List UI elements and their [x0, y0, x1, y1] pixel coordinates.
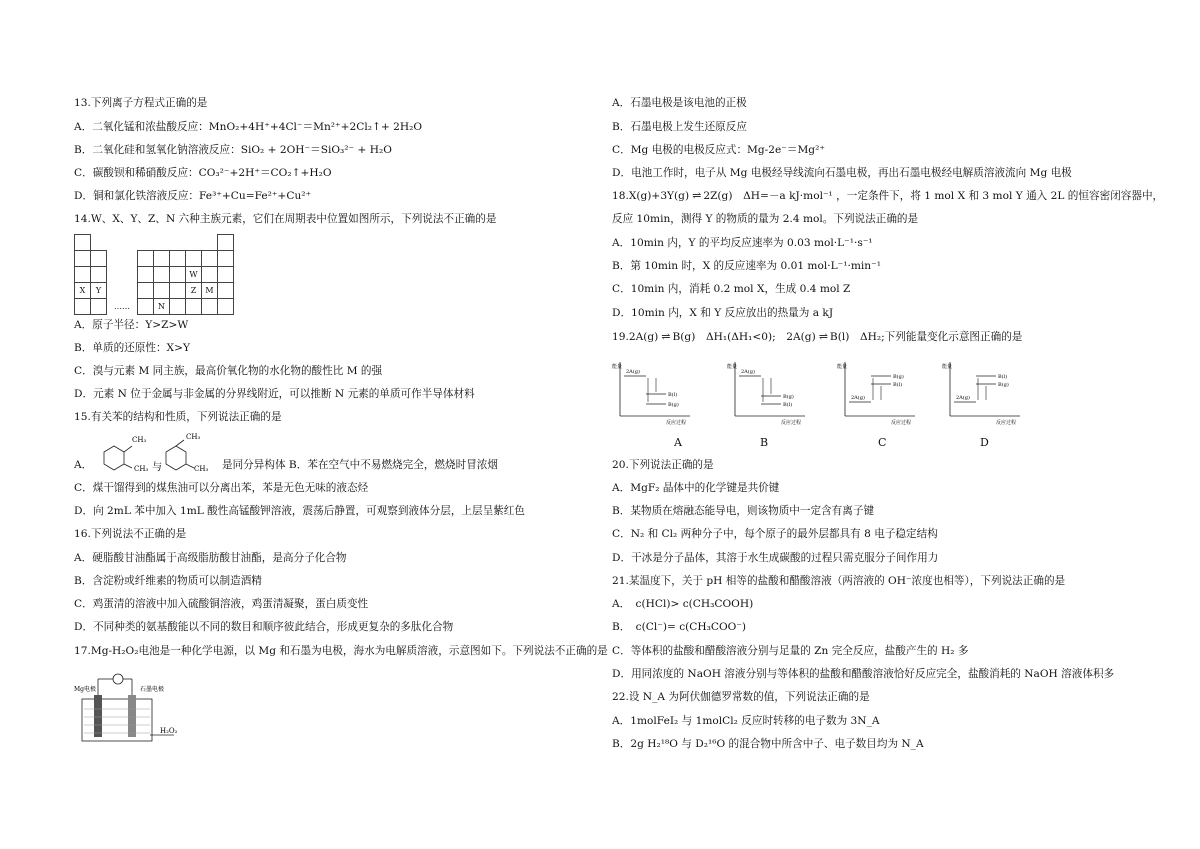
q20-option-d: D．干冰是分子晶体，其溶于水生成碳酸的过程只需克服分子间作用力 [612, 552, 939, 564]
mg-electrode [94, 695, 102, 737]
graphite-electrode-label: 石墨电极 [140, 686, 165, 693]
q14-option-b: B．单质的还原性：X>Y [74, 342, 190, 354]
diagram-label-a: A [674, 436, 682, 449]
equilibrium-arrow-icon: ⇌ [692, 189, 701, 202]
q18-option-a: A．10min 内，Y 的平均反应速率为 0.03 mol·L⁻¹·s⁻¹ [612, 237, 873, 249]
element-n: N [154, 299, 170, 315]
level-label: 2A(g) [956, 395, 970, 401]
q17-option-d: D．电池工作时，电子从 Mg 电极经导线流向石墨电极，再出石墨电极经电解质溶液流向 Mg 电极 [612, 167, 1072, 179]
x-axis-label: 反应过程 [666, 420, 687, 426]
level-label: B(l) [668, 392, 678, 398]
diagram-label-c: C [878, 436, 887, 449]
element-m: M [202, 283, 218, 299]
q17-stem: 17.Mg-H₂O₂电池是一种化学电源，以 Mg 和石墨为电极，海水为电解质溶液，示意图如下。下列说法不正确的是 [74, 645, 608, 657]
q14-stem: 14.W、X、Y、Z、N 六种主族元素，它们在周期表中位置如图所示，下列说法不正确的是 [74, 213, 497, 225]
energy-diagram-b [727, 358, 807, 428]
y-axis-label: 能量 [837, 364, 848, 370]
q15-option-a-prefix: A． [74, 459, 93, 471]
element-w: W [186, 267, 202, 283]
bulb-icon [113, 674, 123, 684]
level-label: 2A(g) [741, 369, 755, 375]
q16-option-c: C．鸡蛋清的溶液中加入硫酸铜溶液，鸡蛋清凝聚，蛋白质变性 [74, 598, 369, 610]
q19-part3: B(l) ΔH₂;下列能量变化示意图正确的是 [829, 331, 1023, 343]
level-label: B(g) [998, 382, 1009, 388]
q20-stem: 20.下列说法正确的是 [612, 459, 714, 471]
x-axis-label: 反应过程 [781, 420, 802, 426]
q17-option-c: C．Mg 电极的电极反应式：Mg-2e⁻＝Mg²⁺ [612, 144, 825, 156]
q14-option-a: A．原子半径：Y>Z>W [74, 319, 189, 331]
ch3-label: CH₃ [186, 433, 201, 441]
q22-option-b: B．2g H₂¹⁸O 与 D₂¹⁶O 的混合物中所含中子、电子数目均为 N_A [612, 738, 924, 750]
q15-option-d: D．向 2mL 苯中加入 1mL 酸性高锰酸钾溶液，震荡后静置，可观察到液体分层，上层呈紫红色 [74, 505, 525, 517]
q15-option-c: C．煤干馏得到的煤焦油可以分离出苯，苯是无色无味的液态烃 [74, 482, 369, 494]
o-xylene-structure-2 [166, 440, 194, 470]
q14-option-c: C．溴与元素 M 同主族，最高价氧化物的水化物的酸性比 M 的强 [74, 365, 383, 377]
q18-option-d: D．10min 内，X 和 Y 反应放出的热量为 a kJ [612, 307, 834, 319]
level-label: B(l) [998, 374, 1008, 380]
q18-stem-line2: 反应 10min，测得 Y 的物质的量为 2.4 mol。下列说法正确的是 [612, 213, 919, 225]
graphite-electrode [128, 695, 136, 737]
periodic-table-figure [74, 234, 234, 315]
q16-option-a: A．硬脂酸甘油酯属于高级脂肪酸甘油酯，是高分子化合物 [74, 552, 347, 564]
q19-part2: B(g) ΔH₁(ΔH₁<0); 2A(g) [672, 331, 816, 343]
level-label: B(g) [893, 374, 904, 380]
q22-option-a: A．1molFeI₂ 与 1molCl₂ 反应时转移的电子数为 3N_A [612, 715, 880, 727]
q20-option-c: C．N₂ 和 Cl₂ 两种分子中，每个原子的最外层都具有 8 电子稳定结构 [612, 528, 938, 540]
q18-option-c: C．10min 内，消耗 0.2 mol X，生成 0.4 mol Z [612, 283, 851, 295]
equilibrium-arrow-icon: ⇌ [661, 330, 670, 343]
beaker [82, 699, 152, 741]
and-text: 与 [152, 462, 162, 473]
o-xylene-structure [104, 446, 132, 470]
element-y: Y [91, 283, 107, 299]
q16-stem: 16.下列说法不正确的是 [74, 528, 187, 540]
level-label: B(g) [783, 394, 794, 400]
q18-stem [612, 189, 1163, 203]
q15-option-a-text: 是同分异构体 B．苯在空气中不易燃烧完全，燃烧时冒浓烟 [222, 459, 498, 471]
ch3-label: CH₃ [132, 436, 147, 444]
battery-figure [74, 673, 214, 748]
q18-stem-part1: 18.X(g)+3Y(g) [612, 190, 690, 202]
element-x: X [75, 283, 91, 299]
ch3-label: CH₃ [134, 465, 149, 473]
mg-electrode-label: Mg电极 [74, 686, 96, 693]
level-label: B(l) [783, 402, 793, 408]
q18-stem-part2: 2Z(g) ΔH=－a kJ·mol⁻¹ ，一定条件下，将 1 mol X 和 3 mol Y 通入 2L 的恒容密闭容器中， [703, 190, 1164, 202]
q20-option-a: A．MgF₂ 晶体中的化学键是共价键 [612, 482, 780, 494]
x-axis-label: 反应过程 [996, 420, 1017, 426]
ch3-label: CH₃ [194, 465, 209, 473]
q19-part1: 19.2A(g) [612, 331, 659, 343]
h2o2-label: H₂O₂ [160, 727, 178, 735]
q21-option-a: A． c(HCl)> c(CH₃COOH) [612, 598, 754, 610]
q16-option-b: B．含淀粉或纤维素的物质可以制造酒精 [74, 575, 262, 587]
energy-diagram-a [612, 358, 692, 428]
q20-option-b: B．某物质在熔融态能导电，则该物质中一定含有离子键 [612, 505, 875, 517]
q13-option-d: D．铜和氯化铁溶液反应：Fe³⁺+Cu=Fe²⁺+Cu²⁺ [74, 190, 312, 202]
x-axis-label: 反应过程 [891, 420, 912, 426]
y-axis-label: 能量 [612, 364, 623, 370]
energy-diagram-d [942, 358, 1022, 428]
diagram-label-d: D [980, 436, 989, 449]
q13-option-a: A．二氧化锰和浓盐酸反应：MnO₂+4H⁺+4Cl⁻＝Mn²⁺+2Cl₂↑+ 2H₂O [74, 121, 423, 133]
q13-option-c: C．碳酸钡和稀硝酸反应：CO₃²⁻+2H⁺＝CO₂↑+H₂O [74, 167, 332, 179]
q16-option-d: D．不同种类的氨基酸能以不同的数目和顺序彼此结合，形成更复杂的多肽化合物 [74, 621, 454, 633]
q22-stem: 22.设 N_A 为阿伏伽德罗常数的值，下列说法正确的是 [612, 691, 870, 703]
q19-stem [612, 330, 1022, 344]
q13-stem: 13.下列离子方程式正确的是 [74, 97, 208, 109]
y-axis-label: 能量 [942, 364, 953, 370]
q21-option-b: B． c(Cl⁻)= c(CH₃COO⁻) [612, 621, 747, 633]
y-axis-label: 能量 [727, 364, 738, 370]
level-label: 2A(g) [626, 369, 640, 375]
q13-option-b: B．二氧化硅和氢氧化钠溶液反应：SiO₂ + 2OH⁻＝SiO₃²⁻ + H₂O [74, 144, 392, 156]
q17-option-a: A．石墨电极是该电池的正极 [612, 97, 747, 109]
q21-option-d: D．用同浓度的 NaOH 溶液分别与等体积的盐酸和醋酸溶液恰好反应完全，盐酸消耗的 NaOH 溶液体积多 [612, 668, 1115, 680]
q17-option-b: B．石墨电极上发生还原反应 [612, 121, 747, 133]
q21-option-c: C．等体积的盐酸和醋酸溶液分别与足量的 Zn 完全反应，盐酸产生的 H₂ 多 [612, 645, 969, 657]
level-label: 2A(g) [851, 395, 865, 401]
q21-stem: 21.某温度下，关于 pH 相等的盐酸和醋酸溶液（两溶液的 OH⁻浓度也相等），下列说法正确的是 [612, 575, 1066, 587]
q18-option-b: B．第 10min 时，X 的反应速率为 0.01 mol·L⁻¹·min⁻¹ [612, 260, 881, 272]
element-z: Z [186, 283, 202, 299]
table-ellipsis: …… [114, 302, 130, 311]
q15-stem: 15.有关苯的结构和性质，下列说法正确的是 [74, 411, 282, 423]
level-label: B(g) [668, 402, 679, 408]
equilibrium-arrow-icon: ⇌ [818, 330, 827, 343]
energy-diagram-c [837, 358, 917, 428]
diagram-label-b: B [760, 436, 769, 449]
level-label: B(l) [893, 382, 903, 388]
q14-option-d: D．元素 N 位于金属与非金属的分界线附近，可以推断 N 元素的单质可作半导体材料 [74, 388, 475, 400]
